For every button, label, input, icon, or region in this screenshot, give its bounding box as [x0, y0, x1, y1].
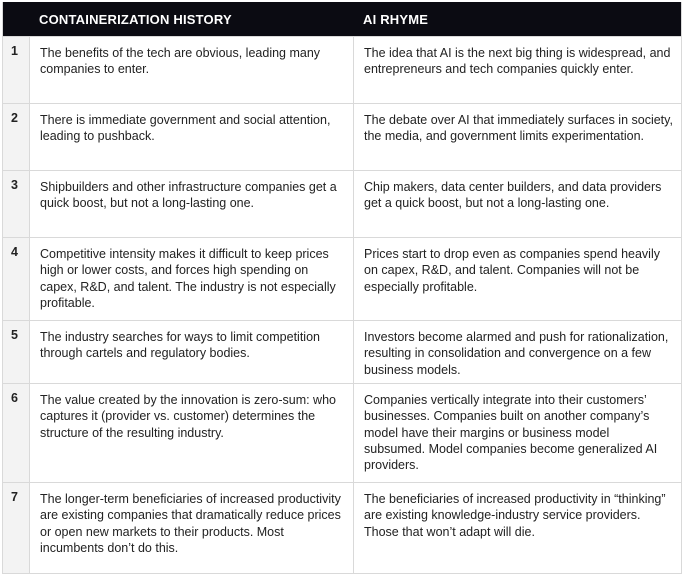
header-ai-rhyme: AI RHYME — [363, 11, 429, 27]
header-containerization-history: CONTAINERIZATION HISTORY — [39, 11, 232, 27]
row-number: 2 — [11, 111, 18, 125]
ai-rhyme-cell: Chip makers, data center builders, and data providers get a quick boost, but not a long-lasting one. — [353, 171, 681, 237]
table-row — [3, 383, 681, 482]
history-cell: The industry searches for ways to limit competition through cartels and regulatory bodies. — [29, 321, 353, 383]
comparison-table — [2, 2, 682, 574]
history-cell: There is immediate government and social attention, leading to pushback. — [29, 104, 353, 170]
table-row — [3, 170, 681, 237]
table-header — [3, 2, 681, 36]
row-number: 3 — [11, 178, 18, 192]
table-row — [3, 237, 681, 320]
ai-rhyme-cell: Investors become alarmed and push for rationalization, resulting in consolidation and convergence on a few business models. — [353, 321, 681, 383]
row-number: 7 — [11, 490, 18, 504]
ai-rhyme-cell: Prices start to drop even as companies spend heavily on capex, R&D, and talent. Companies will not be especially profitable. — [353, 238, 681, 320]
table-row — [3, 103, 681, 170]
ai-rhyme-cell: The idea that AI is the next big thing is widespread, and entrepreneurs and tech companies quickly enter. — [353, 37, 681, 103]
history-cell: Competitive intensity makes it difficult to keep prices high or lower costs, and forces high spending on capex, R&D, and talent. The industry is not especially profitable. — [29, 238, 353, 320]
row-number: 5 — [11, 328, 18, 342]
ai-rhyme-cell: Companies vertically integrate into their customers’ businesses. Companies built on another company’s model have their margins or business model subsumed. Model companies become generalized AI providers. — [353, 384, 681, 482]
row-number: 1 — [11, 44, 18, 58]
history-cell: The benefits of the tech are obvious, leading many companies to enter. — [29, 37, 353, 103]
table-row — [3, 320, 681, 383]
ai-rhyme-cell: The debate over AI that immediately surfaces in society, the media, and government limits experimentation. — [353, 104, 681, 170]
table-row — [3, 482, 681, 573]
row-number: 4 — [11, 245, 18, 259]
table-row — [3, 36, 681, 103]
history-cell: Shipbuilders and other infrastructure companies get a quick boost, but not a long-lasting one. — [29, 171, 353, 237]
history-cell: The longer-term beneficiaries of increased productivity are existing companies that dramatically reduce prices or open new markets to their products. Most incumbents don’t do this. — [29, 483, 353, 573]
ai-rhyme-cell: The beneficiaries of increased productivity in “thinking” are existing knowledge-industry service providers. Those that won’t adapt will die. — [353, 483, 681, 573]
row-number: 6 — [11, 391, 18, 405]
history-cell: The value created by the innovation is zero-sum: who captures it (provider vs. customer) determines the structure of the resulting industry. — [29, 384, 353, 482]
